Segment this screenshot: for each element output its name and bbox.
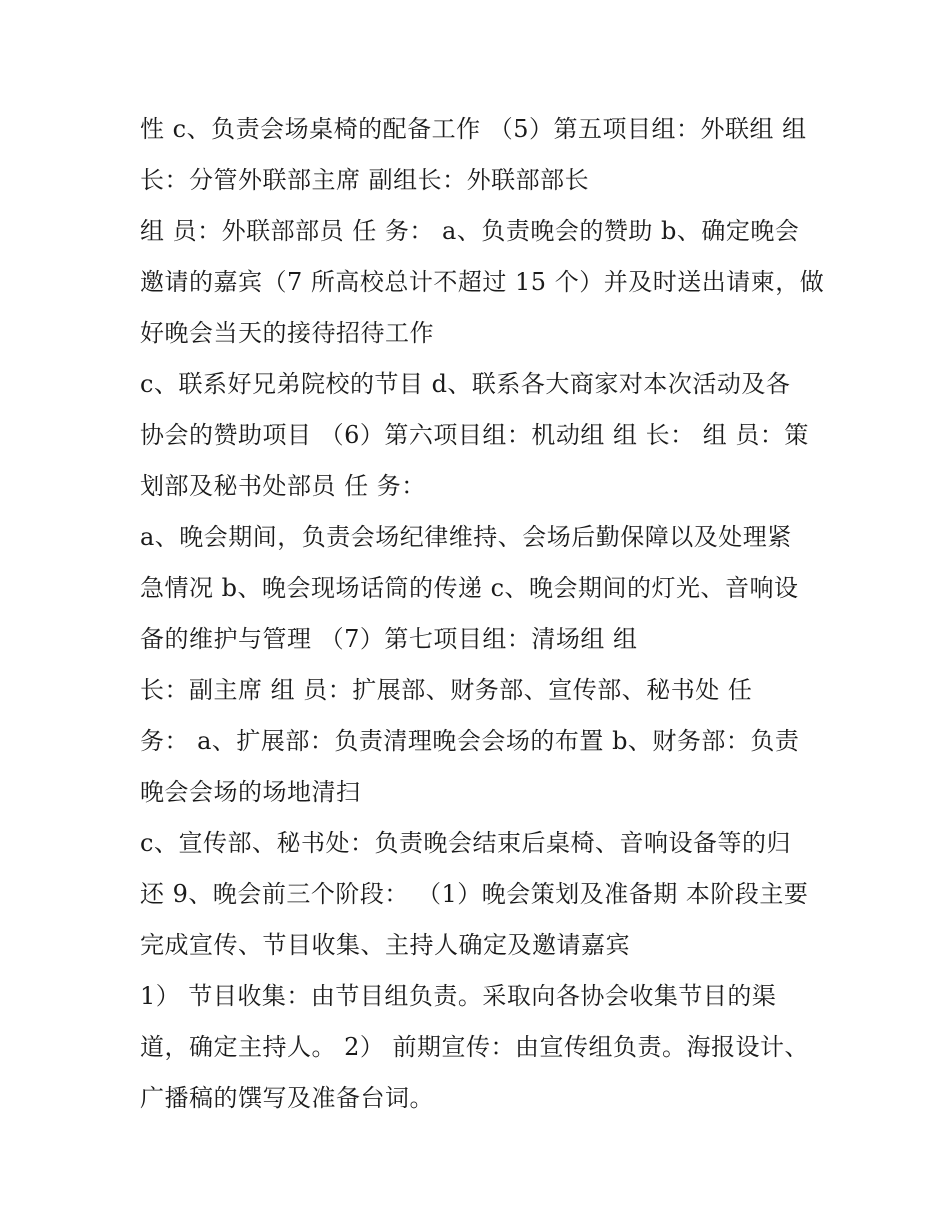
text-line: 广播稿的馔写及准备台词。 (140, 1084, 434, 1112)
text-line: 1） 节目收集：由节目组负责。采取向各协会收集节目的渠 (140, 982, 777, 1010)
text-line: 协会的赞助项目 （6）第六项目组：机动组 组 长： 组 员：策 (140, 421, 809, 449)
text-line: 急情况 b、晚会现场话筒的传递 c、晚会期间的灯光、音响设 (140, 574, 799, 602)
text-line: a、晚会期间，负责会场纪律维持、会场后勤保障以及处理紧 (140, 523, 792, 551)
text-line: 还 9、晚会前三个阶段： （1）晚会策划及准备期 本阶段主要 (140, 880, 809, 908)
text-line: 长：分管外联部主席 副组长：外联部部长 (140, 166, 590, 194)
text-line: 晚会会场的场地清扫 (140, 778, 361, 806)
document-body (140, 104, 840, 1124)
text-line: 备的维护与管理 （7）第七项目组：清场组 组 (140, 625, 638, 653)
text-line: 划部及秘书处部员 任 务： (140, 472, 426, 500)
text-line: 长：副主席 组 员：扩展部、财务部、宣传部、秘书处 任 (140, 676, 753, 704)
text-line: 性 c、负责会场桌椅的配备工作 （5）第五项目组：外联组 组 (140, 115, 807, 143)
text-line: c、宣传部、秘书处：负责晚会结束后桌椅、音响设备等的归 (140, 829, 791, 857)
text-line: c、联系好兄弟院校的节目 d、联系各大商家对本次活动及各 (140, 370, 791, 398)
text-line: 完成宣传、节目收集、主持人确定及邀请嘉宾 (140, 931, 630, 959)
text-line: 好晚会当天的接待招待工作 (140, 319, 434, 347)
text-line: 组 员：外联部部员 任 务： a、负责晚会的赞助 b、确定晚会 (140, 217, 800, 245)
text-line: 道，确定主持人。 2） 前期宣传：由宣传组负责。海报设计、 (140, 1033, 810, 1061)
text-line: 务： a、扩展部：负责清理晚会会场的布置 b、财务部：负责 (140, 727, 800, 755)
text-line: 邀请的嘉宾（7 所高校总计不超过 15 个）并及时送出请柬，做 (140, 268, 825, 296)
